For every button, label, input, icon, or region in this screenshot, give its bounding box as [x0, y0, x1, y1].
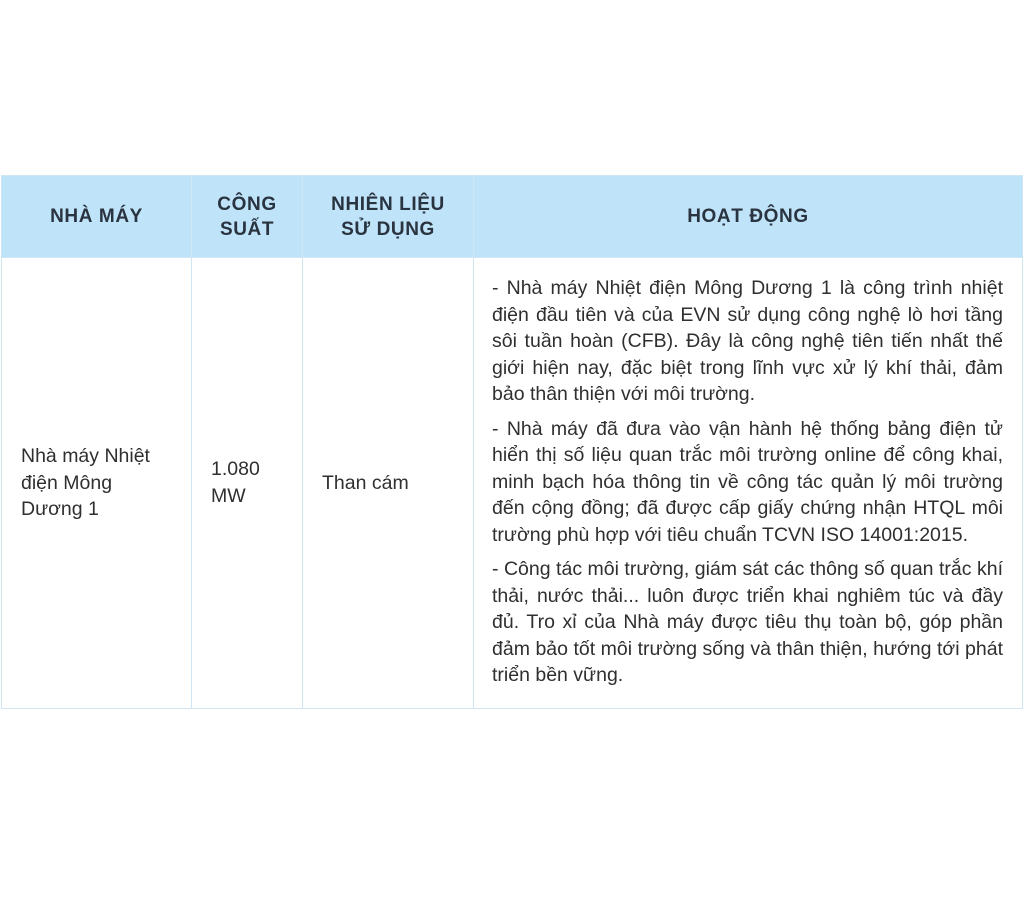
header-fuel	[303, 176, 474, 258]
header-plant	[2, 176, 192, 258]
power-plant-table	[1, 175, 1023, 709]
activity-paragraph-3: - Công tác môi trường, giám sát các thông số quan trắc khí thải, nước thải... luôn được triển khai nghiêm túc và đầy đủ. Tro xỉ của Nhà máy được tiêu thụ toàn bộ, góp phần đảm bảo tốt môi trường sống và thân thiện, hướng tới phát triển bền vững.	[492, 558, 1003, 686]
power-plant-table-container	[1, 175, 1022, 709]
cell-activity	[474, 258, 1023, 709]
plant-name: Nhà máy Nhiệt điện Mông Dương 1	[21, 445, 150, 520]
header-capacity	[192, 176, 303, 258]
header-capacity-line1: CÔNG	[217, 193, 277, 215]
cell-capacity	[192, 258, 303, 709]
plant-fuel: Than cám	[322, 471, 409, 494]
header-plant-label: NHÀ MÁY	[50, 206, 143, 227]
header-capacity-line2: SUẤT	[219, 218, 275, 240]
activity-paragraph-1: - Nhà máy Nhiệt điện Mông Dương 1 là công trình nhiệt điện đầu tiên và của EVN sử dụng công nghệ lò hơi tầng sôi tuần hoàn (CFB). Đây là công nghệ tiên tiến nhất thế giới hiện nay, đặc biệt trong lĩnh vực xử lý khí thải, đảm bảo thân thiện với môi trường.	[492, 277, 1003, 405]
table-header-row	[2, 176, 1023, 258]
cell-plant	[2, 258, 192, 709]
cell-fuel	[303, 258, 474, 709]
header-activity-label: HOẠT ĐỘNG	[687, 206, 809, 227]
header-fuel-line1: NHIÊN LIỆU	[331, 193, 445, 215]
header-fuel-line2: SỬ DỤNG	[341, 218, 435, 240]
activity-paragraph-2: - Nhà máy đã đưa vào vận hành hệ thống bảng điện tử hiển thị số liệu quan trắc môi trường online để công khai, minh bạch hóa thông tin về công tác quản lý môi trường đến cộng đồng; đã được cấp giấy chứng nhận HTQL môi trường phù hợp với tiêu chuẩn TCVN ISO 14001:2015.	[492, 417, 1003, 546]
header-activity	[474, 176, 1023, 258]
plant-capacity: 1.080 MW	[211, 458, 260, 507]
table-row	[2, 258, 1023, 709]
